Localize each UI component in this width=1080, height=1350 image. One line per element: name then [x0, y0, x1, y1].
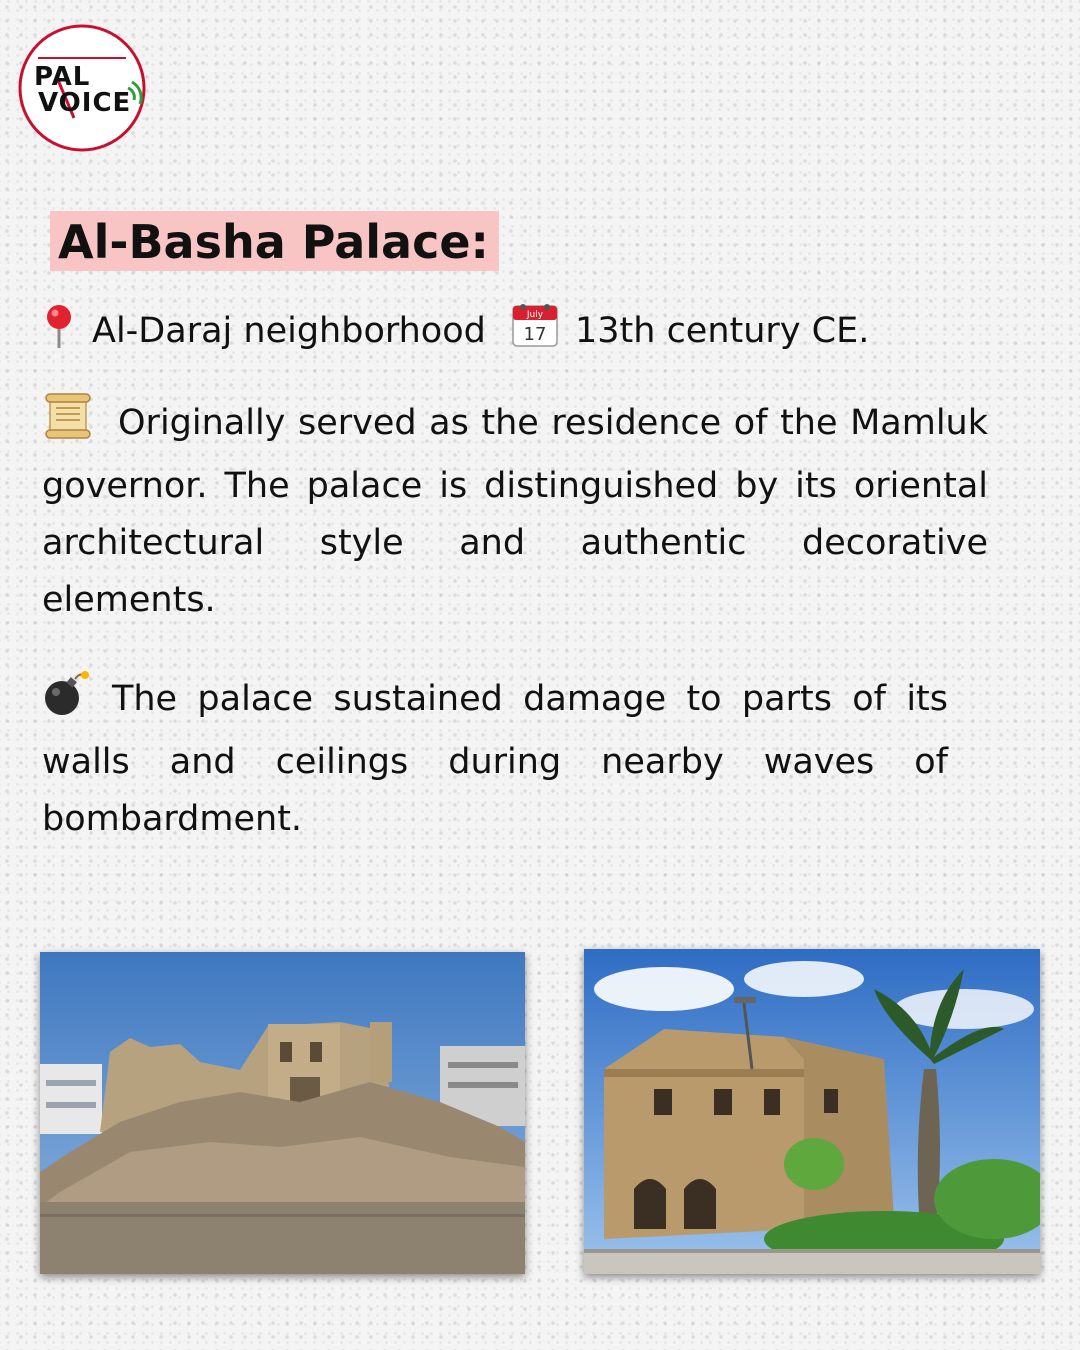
round-pushpin-icon [42, 304, 76, 364]
damage-paragraph [42, 670, 948, 848]
history-text: Originally served as the residence of the Mamluk governor. The palace is distinguished by its oriental architectural style and authentic decorative elements. [42, 403, 988, 620]
bomb-icon [42, 670, 90, 734]
location-place: Al-Daraj neighborhood [92, 311, 486, 351]
logo-text-pal: PAL [34, 62, 91, 92]
pal-voice-logo [16, 22, 148, 154]
page-title: Al-Basha Palace: [58, 215, 489, 269]
location-line [42, 300, 1042, 364]
calendar-day: 17 [523, 324, 547, 345]
logo-text-voice: VOICE [38, 88, 132, 118]
damaged-palace-photo [40, 952, 525, 1274]
intact-palace-photo [584, 949, 1040, 1274]
scroll-icon [42, 392, 94, 458]
calendar-icon [511, 300, 559, 364]
damage-text: The palace sustained damage to parts of its walls and ceilings during nearby waves of bombardment. [42, 679, 948, 839]
history-paragraph [42, 392, 988, 629]
calendar-month: July [526, 310, 544, 320]
location-era: 13th century CE. [575, 311, 870, 351]
title-highlight [50, 211, 499, 271]
